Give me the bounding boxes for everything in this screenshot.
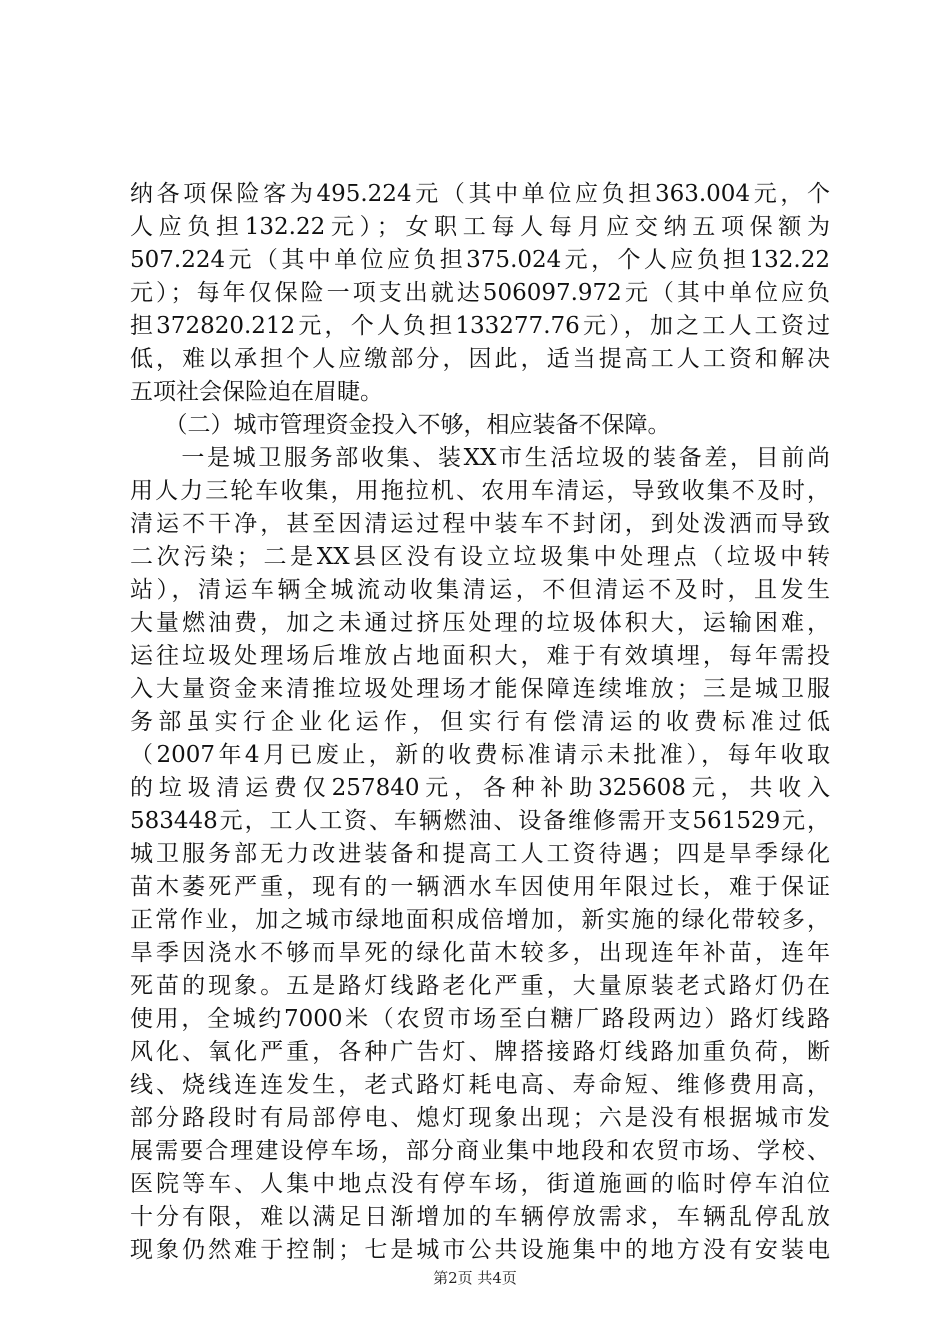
text-line: 低，难以承担个人应缴部分，因此，适当提高工人工资和解决 xyxy=(130,346,830,372)
text-line: 风化、氧化严重，各种广告灯、牌搭接路灯线路加重负荷，断 xyxy=(130,1039,830,1065)
text-line: 入大量资金来清推垃圾处理场才能保障连续堆放；三是城卫服 xyxy=(130,676,830,702)
text-line: 583448元，工人工资、车辆燃油、设备维修需开支561529元， xyxy=(130,808,830,834)
text-line: 人应负担132.22元）；女职工每人每月应交纳五项保额为 xyxy=(130,214,830,240)
text-line: 正常作业，加之城市绿地面积成倍增加，新实施的绿化带较多， xyxy=(130,907,830,933)
text-line: 站），清运车辆全城流动收集清运，不但清运不及时，且发生 xyxy=(130,577,830,603)
text-line: 清运不干净，甚至因清运过程中装车不封闭，到处泼洒而导致 xyxy=(130,511,830,537)
text-line: 运往垃圾处理场后堆放占地面积大，难于有效填埋，每年需投 xyxy=(130,643,830,669)
text-line: 苗木萎死严重，现有的一辆洒水车因使用年限过长，难于保证 xyxy=(130,874,830,900)
text-line: 的垃圾清运费仅257840元，各种补助325608元，共收入 xyxy=(130,775,830,801)
text-line: 元）；每年仅保险一项支出就达506097.972元（其中单位应负 xyxy=(130,280,830,306)
text-line: 现象仍然难于控制；七是城市公共设施集中的地方没有安装电 xyxy=(130,1237,830,1263)
text-line: 十分有限，难以满足日渐增加的车辆停放需求，车辆乱停乱放 xyxy=(130,1204,830,1230)
text-line: 用人力三轮车收集，用拖拉机、农用车清运，导致收集不及时， xyxy=(130,478,830,504)
section-heading: （二）城市管理资金投入不够，相应装备不保障。 xyxy=(130,412,671,438)
text-line: 死苗的现象。五是路灯线路老化严重，大量原装老式路灯仍在 xyxy=(130,973,830,999)
text-line: 二次污染；二是XX县区没有设立垃圾集中处理点（垃圾中转 xyxy=(130,544,830,570)
text-line: 务部虽实行企业化运作，但实行有偿清运的收费标准过低 xyxy=(130,709,830,735)
text-line: 一是城卫服务部收集、装XX市生活垃圾的装备差，目前尚 xyxy=(130,445,830,471)
text-line: 展需要合理建设停车场，部分商业集中地段和农贸市场、学校、 xyxy=(130,1138,830,1164)
text-line: 507.224元（其中单位应负担375.024元，个人应负担132.22 xyxy=(130,247,830,273)
text-line: 纳各项保险客为495.224元（其中单位应负担363.004元，个 xyxy=(130,181,830,207)
page-footer: 第2页 共4页 xyxy=(433,1269,517,1287)
text-line: 五项社会保险迫在眉睫。 xyxy=(130,379,383,405)
text-line: 旱季因浇水不够而旱死的绿化苗木较多，出现连年补苗，连年 xyxy=(130,940,830,966)
text-line: 部分路段时有局部停电、熄灯现象出现；六是没有根据城市发 xyxy=(130,1105,830,1131)
text-line: 线、烧线连连发生，老式路灯耗电高、寿命短、维修费用高， xyxy=(130,1072,830,1098)
body-text xyxy=(130,178,830,1267)
text-line: 医院等车、人集中地点没有停车场，街道施画的临时停车泊位 xyxy=(130,1171,830,1197)
text-line: 使用，全城约7000米（农贸市场至白糖厂路段两边）路灯线路 xyxy=(130,1006,830,1032)
text-line: 城卫服务部无力改进装备和提高工人工资待遇；四是旱季绿化 xyxy=(130,841,830,867)
text-line: 担372820.212元，个人负担133277.76元），加之工人工资过 xyxy=(130,313,830,339)
text-line: 大量燃油费，加之未通过挤压处理的垃圾体积大，运输困难， xyxy=(130,610,830,636)
text-line: （2007年4月已废止，新的收费标准请示未批准），每年收取 xyxy=(130,742,830,768)
